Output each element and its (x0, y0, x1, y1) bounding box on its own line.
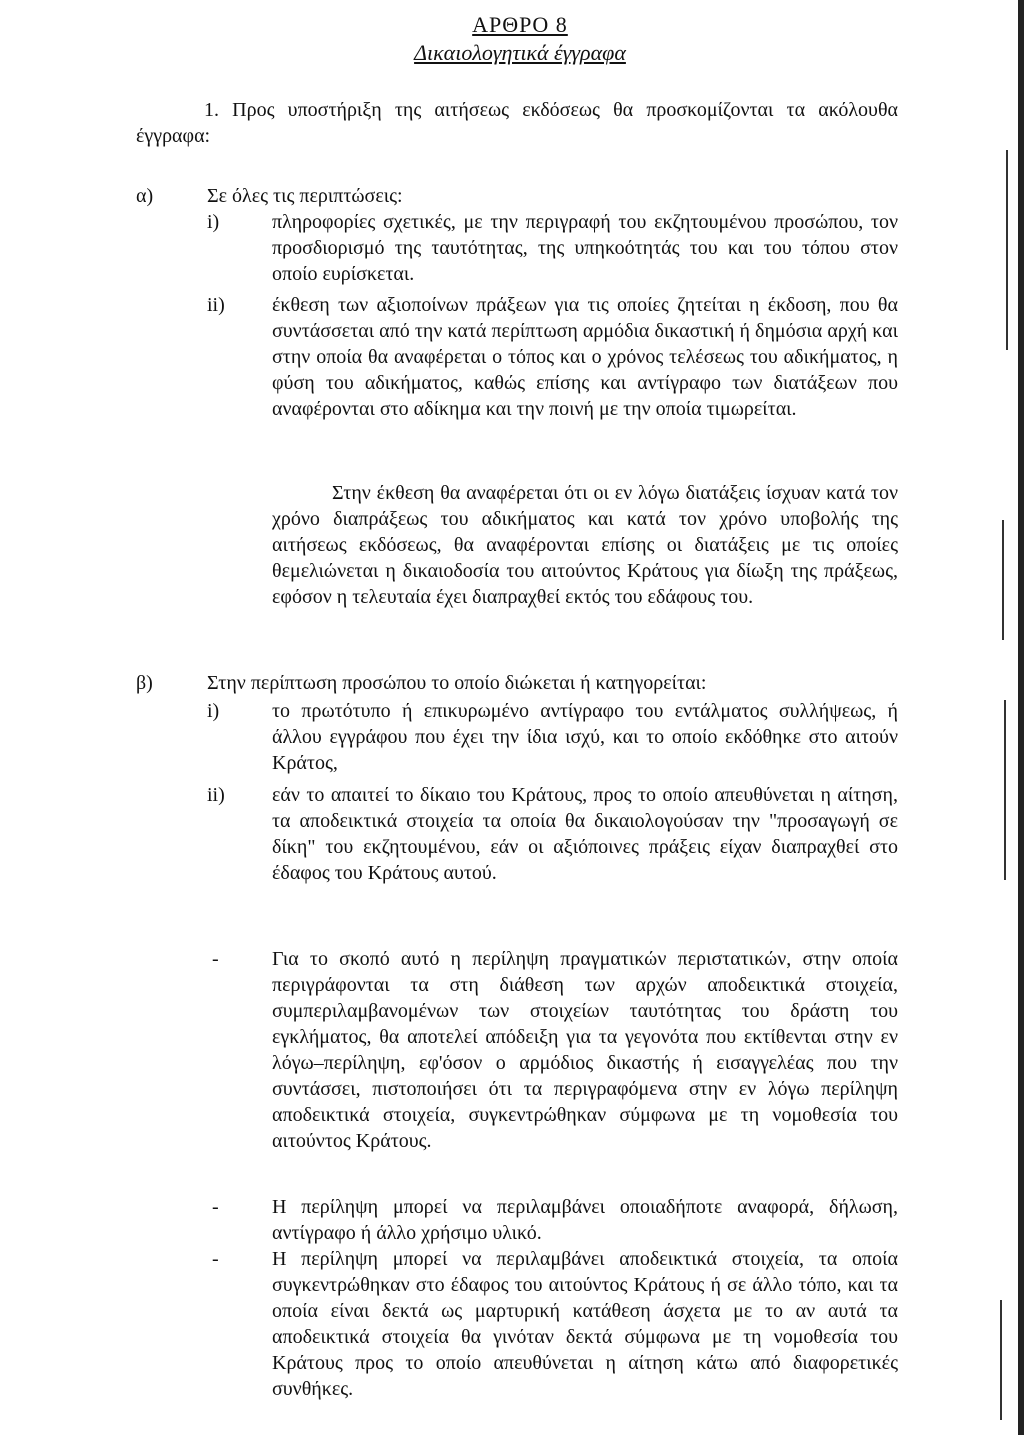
scan-edge-line (1002, 520, 1004, 640)
scan-edge-bar (1018, 0, 1024, 1435)
scan-edge-line (1006, 150, 1008, 350)
dash-1-text: Για το σκοπό αυτό η περίληψη πραγματικών περιστατικών, στην οποία περιγράφονται τα στη διάθεση των αρχών αποδεικτικά στοιχεία, συμπεριλαμβανομένων των στοιχείων ταυτότητας του δράστη του εγκλήματος, θα αποτελεί απόδειξη για τα γεγονότα που εκτίθενται στην εν λόγω–περίληψη, εφ'όσον ο αρμόδιος δικαστής ή εισαγγελέας που την συντάσσει, πιστοποιήσει ότι τα περιγραφόμενα στην εν λόγω περίληψη αποδεικτικά στοιχεία, συγκεντρώθηκαν σύμφωνα με τη νομοθεσία του αιτούντος Κράτους. (272, 948, 898, 1152)
section-a-item-ii-marker: ii) (207, 294, 225, 316)
dash-2-marker: - (212, 1196, 219, 1218)
intro-text: Προς υποστήριξη της αιτήσεως εκδόσεως θα προσκομίζονται τα ακόλουθα έγγραφα: (136, 99, 899, 147)
section-b-item-ii-marker: ii) (207, 784, 225, 806)
dash-2-text: Η περίληψη μπορεί να περιλαμβάνει οποιαδήποτε αναφορά, δήλωση, αντίγραφο ή άλλο χρήσιμο υλικό. (272, 1196, 898, 1244)
section-a-item-ii-text: έκθεση των αξιοποίνων πράξεων για τις οποίες ζητείται η έκδοση, που θα συντάσσεται από την κατά περίπτωση αρμόδια δικαστική ή δημόσια αρχή και στην οποία θα αναφέρεται ο τόπος και ο χρόνος τελέσεως του αδικήματος, η φύση του αδικήματος, καθώς επίσης και αντίγραφο των διατάξεων που αναφέρονται στο αδίκημα και την ποινή με την οποία τιμωρείται. (272, 294, 898, 420)
section-b-item-ii-text: εάν το απαιτεί το δίκαιο του Κράτους, προς το οποίο απευθύνεται η αίτηση, τα αποδεικτικά στοιχεία τα οποία θα δικαιολογούσαν την "προσαγωγή σε δίκη" του εκζητουμένου, εάν οι αξιόποινες πράξεις είχαν διαπραχθεί στο έδαφος του Κράτους αυτού. (272, 784, 898, 884)
intro-number: 1. (204, 99, 219, 121)
dash-3-text: Η περίληψη μπορεί να περιλαμβάνει αποδεικτικά στοιχεία, τα οποία συγκεντρώθηκαν στο έδαφος του αιτούντος Κράτους ή σε άλλο τόπο, και τα οποία είναι δεκτά ως μαρτυρική κατάθεση άσχετα με το αν αυτά τα αποδεικτικά στοιχεία θα γινόταν δεκτά σύμφωνα με τη νομοθεσία του Κράτους προς το οποίο απευθύνεται η αίτηση κάτω από διαφορετικές συνθήκες. (272, 1248, 898, 1400)
section-a-marker: α) (136, 185, 154, 207)
section-a-lead: Σε όλες τις περιπτώσεις: (207, 185, 403, 207)
section-b-item-i-text: το πρωτότυπο ή επικυρωμένο αντίγραφο του εντάλματος συλλήψεως, ή άλλου εγγράφου που έχει την ίδια ισχύ, και το οποίο εκδόθηκε στο αιτούν Κράτος, (272, 700, 898, 774)
section-b-item-i-marker: i) (207, 700, 220, 722)
dash-1-marker: - (212, 948, 219, 970)
section-a-item-i-text: πληροφορίες σχετικές, με την περιγραφή του εκζητουμένου προσώπου, τον προσδιορισμό της ταυτότητας, της υπηκοότητάς του και του τόπου στον οποίο ευρίσκεται. (272, 211, 898, 285)
scan-edge-line (1000, 1300, 1002, 1420)
section-b-marker: β) (136, 672, 153, 694)
section-a-item-ii-continuation: Στην έκθεση θα αναφέρεται ότι οι εν λόγω διατάξεις ίσχυαν κατά τον χρόνο διαπράξεως του αδικήματος και κατά τον χρόνο υποβολής της αιτήσεως εκδόσεως, θα αναφέρονται επίσης οι διατάξεις με τις οποίες θεμελιώνεται η δικαιοδοσία του αιτούντος Κράτους για δίωξη της πράξεως, εφόσον η τελευταία έχει διαπραχθεί εκτός του εδάφους του. (272, 482, 898, 608)
section-b-lead: Στην περίπτωση προσώπου το οποίο διώκεται ή κατηγορείται: (207, 672, 707, 694)
section-a-item-i-marker: i) (207, 211, 220, 233)
intro-paragraph (136, 97, 898, 149)
scan-edge-line (1004, 700, 1006, 880)
dash-3-marker: - (212, 1248, 219, 1270)
article-title: ΑΡΘΡΟ 8 (472, 12, 568, 37)
article-subtitle: Δικαιολογητικά έγγραφα (414, 40, 626, 65)
